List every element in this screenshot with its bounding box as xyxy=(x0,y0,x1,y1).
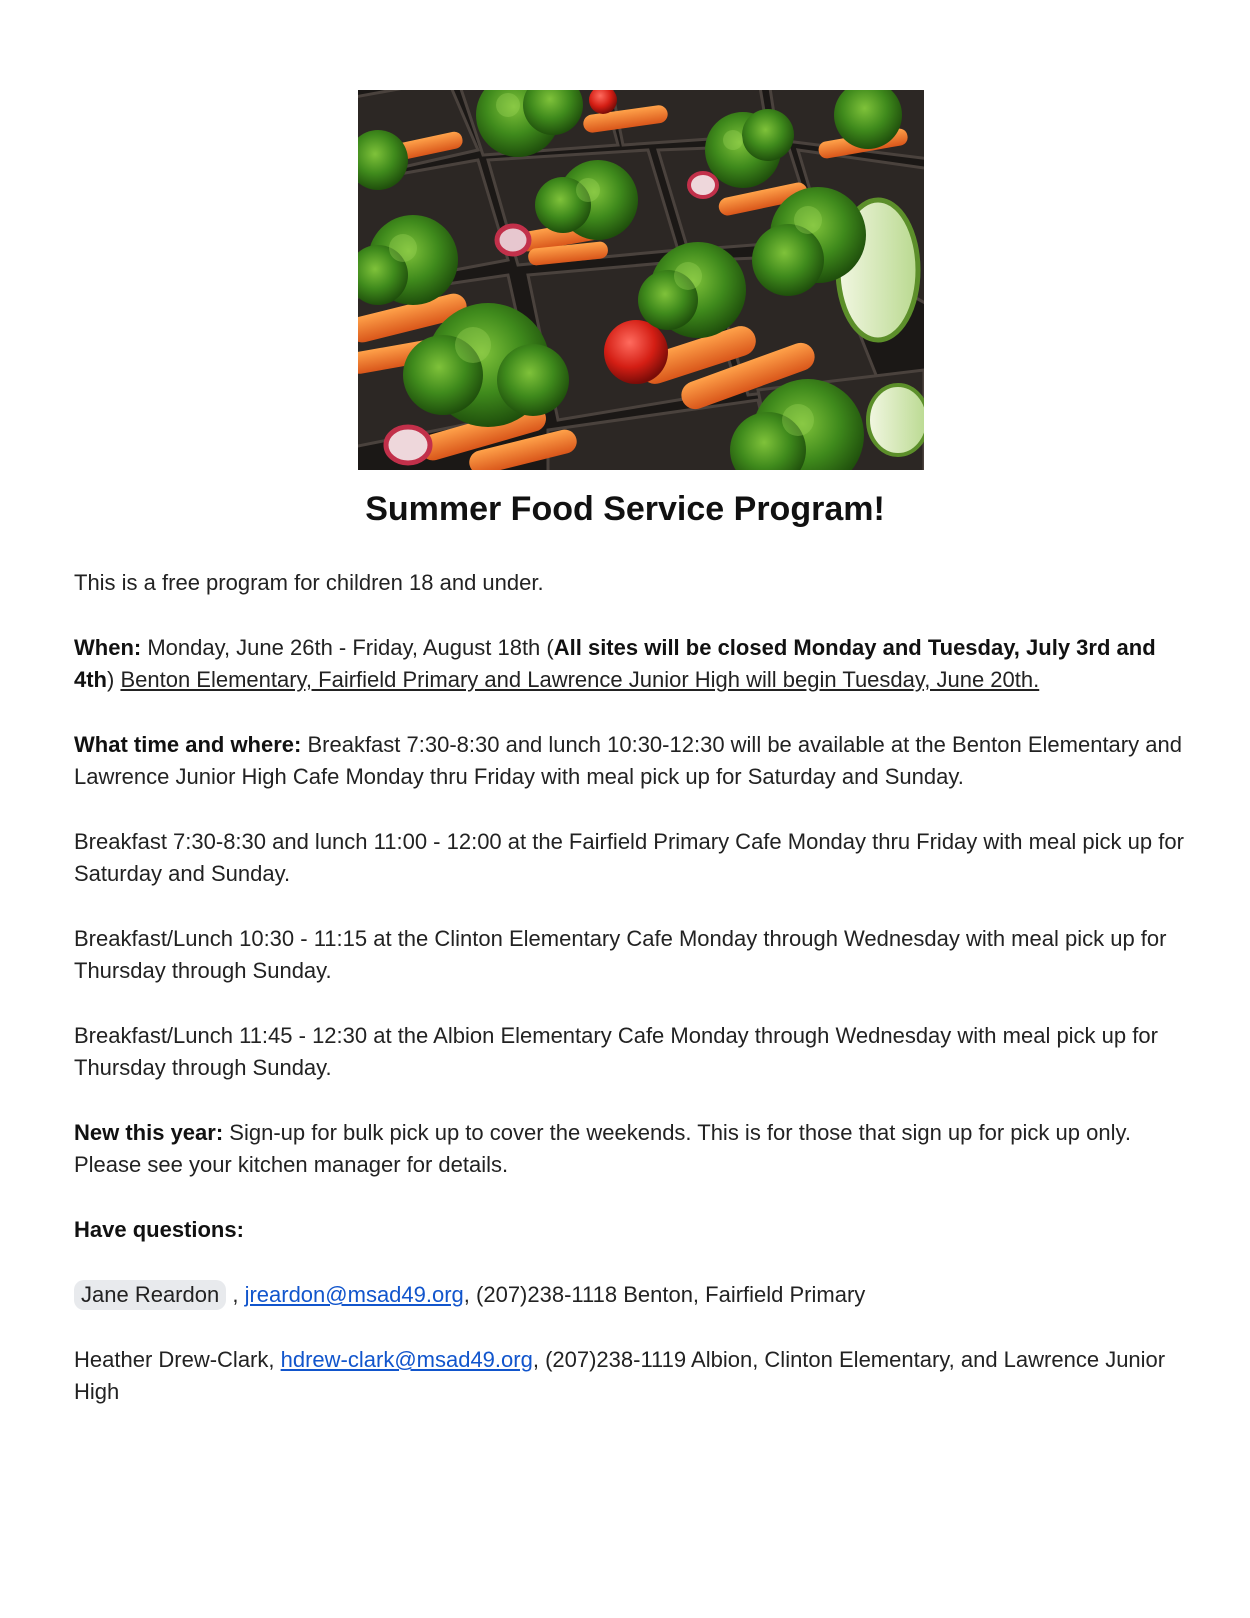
intro-text: This is a free program for children 18 and under. xyxy=(74,570,544,595)
contact-line xyxy=(74,1344,1184,1408)
when-dates: Monday, June 26th - Friday, August 18th ( xyxy=(141,635,554,660)
document-body xyxy=(74,567,1184,1441)
new-this-year-label: New this year: xyxy=(74,1120,224,1145)
clinton-text: Breakfast/Lunch 10:30 - 11:15 at the Clinton Elementary Cafe Monday through Wednesday with meal pick up for Thursday through Sunday. xyxy=(74,926,1167,983)
contact-line xyxy=(74,1279,1184,1311)
questions-label: Have questions: xyxy=(74,1217,244,1242)
contact-details: , (207)238-1119 Albion, Clinton Elementary, and Lawrence Junior High xyxy=(74,1347,1166,1404)
vegetable-trays-photo xyxy=(358,90,924,470)
albion-paragraph xyxy=(74,1020,1184,1084)
contact-email-link[interactable]: jreardon@msad49.org xyxy=(244,1282,464,1307)
fairfield-paragraph xyxy=(74,826,1184,890)
fairfield-text: Breakfast 7:30-8:30 and lunch 11:00 - 12:00 at the Fairfield Primary Cafe Monday thru Friday with meal pick up for Saturday and Sunday. xyxy=(74,829,1184,886)
contact-separator: , xyxy=(268,1347,281,1372)
albion-text: Breakfast/Lunch 11:45 - 12:30 at the Albion Elementary Cafe Monday through Wednesday with meal pick up for Thursday through Sunday. xyxy=(74,1023,1158,1080)
when-label: When: xyxy=(74,635,142,660)
clinton-paragraph xyxy=(74,923,1184,987)
time-where-paragraph xyxy=(74,729,1184,793)
contact-email-link[interactable]: hdrew-clark@msad49.org xyxy=(280,1347,533,1372)
time-where-label: What time and where: xyxy=(74,732,302,757)
early-start-notice: Benton Elementary, Fairfield Primary and Lawrence Junior High will begin Tuesday, June 20th. xyxy=(120,667,1040,692)
time-where-text: Breakfast 7:30-8:30 and lunch 10:30-12:30 will be available at the Benton Elementary and Lawrence Junior High Cafe Monday thru Friday with meal pick up for Saturday and Sunday. xyxy=(74,732,1182,789)
contact-name: Heather Drew-Clark xyxy=(74,1347,269,1372)
closure-notice: All sites will be closed Monday and Tuesday, July 3rd and 4th xyxy=(74,635,1156,692)
when-paragraph xyxy=(74,632,1184,696)
contact-separator: , xyxy=(226,1282,245,1307)
contact-name-chip[interactable]: Jane Reardon xyxy=(74,1280,226,1310)
contact-details: , (207)238-1118 Benton, Fairfield Primary xyxy=(463,1282,866,1307)
new-this-year-paragraph xyxy=(74,1117,1184,1181)
questions-heading xyxy=(74,1214,1184,1246)
intro-paragraph xyxy=(74,567,1184,599)
when-close-paren: ) xyxy=(107,667,121,692)
page-title: Summer Food Service Program! xyxy=(365,490,885,528)
new-this-year-text: Sign-up for bulk pick up to cover the weekends. This is for those that sign up for pick up only. Please see your kitchen manager for details. xyxy=(74,1120,1131,1177)
